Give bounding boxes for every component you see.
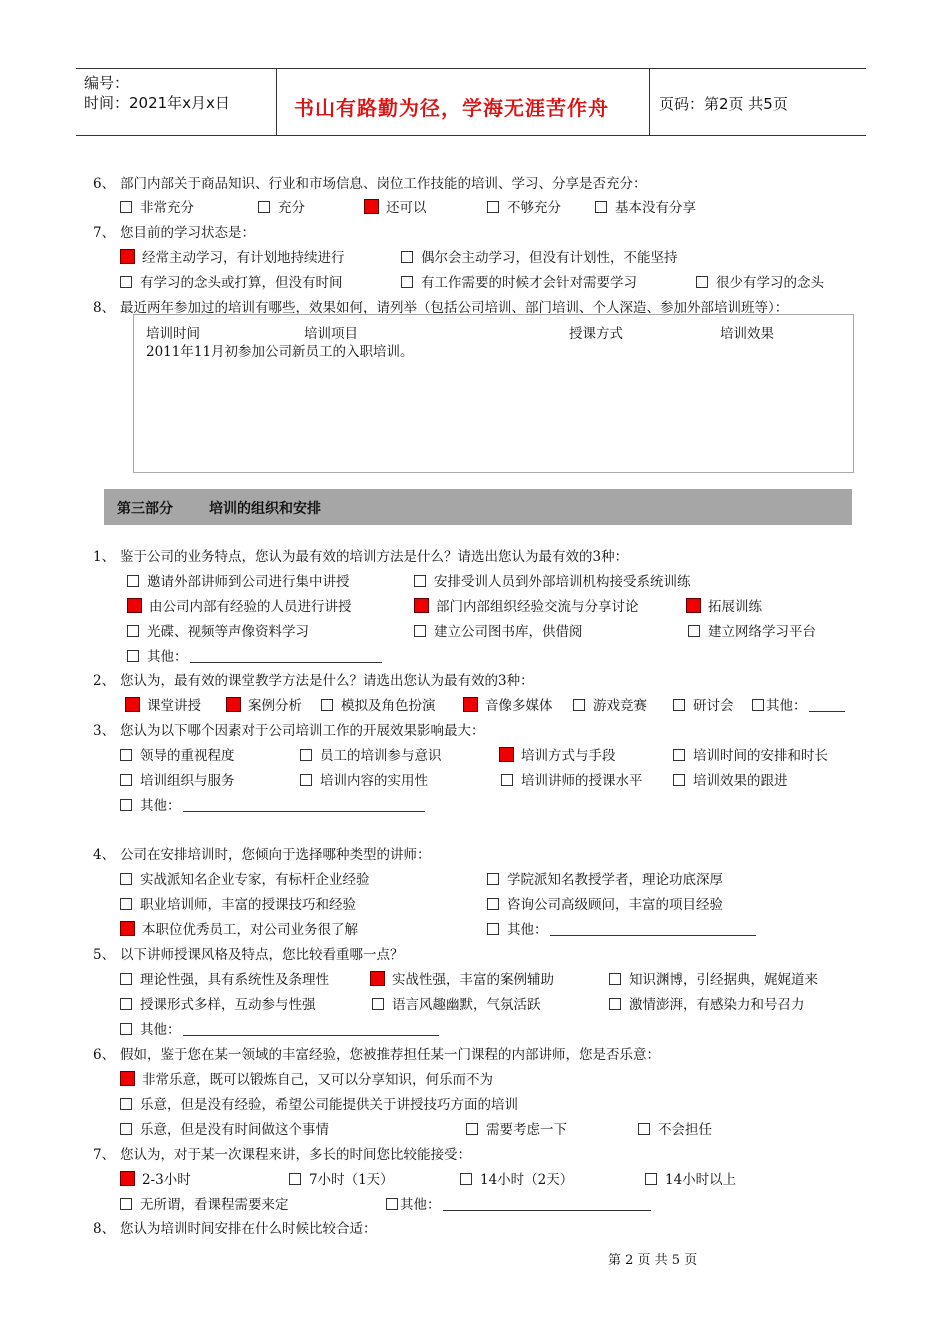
checkbox-icon[interactable] [401,251,413,263]
option[interactable]: 建立网络学习平台 [688,620,816,640]
checkbox-checked-icon[interactable] [499,747,514,762]
option[interactable]: 咨询公司高级顾问，丰富的项目经验 [487,893,723,913]
checkbox-checked-icon[interactable] [414,598,429,613]
option[interactable]: 培训内容的实用性 [300,769,428,789]
question-text: 假如，鉴于您在某一领域的丰富经验，您被推荐担任某一门课程的内部讲师，您是否乐意： [120,1047,660,1063]
option[interactable]: 7小时（1天） [289,1168,394,1188]
checkbox-icon[interactable] [414,575,426,587]
checkbox-icon[interactable] [300,774,312,786]
checkbox-checked-icon[interactable] [364,199,379,214]
option[interactable]: 激情澎湃，有感染力和号召力 [609,993,805,1013]
option-other[interactable]: 其他： [487,918,756,938]
other-input-line[interactable] [809,699,845,712]
option[interactable]: 游戏竞赛 [573,694,647,714]
option[interactable]: 语言风趣幽默，气氛活跃 [372,993,541,1013]
checkbox-checked-icon[interactable] [127,598,142,613]
checkbox-icon[interactable] [127,575,139,587]
other-input-line[interactable] [183,1023,439,1036]
checkbox-icon[interactable] [120,873,132,885]
checkbox-icon[interactable] [501,774,513,786]
question-text: 鉴于公司的业务特点，您认为最有效的培训方法是什么？请选出您认为最有效的3种： [120,549,629,565]
option[interactable]: 实战性强，丰富的案例辅助 [370,968,554,988]
checkbox-icon[interactable] [673,699,685,711]
checkbox-icon[interactable] [752,699,764,711]
checkbox-icon[interactable] [120,1098,132,1110]
question-number: 7、 [93,1147,116,1163]
header-bottom-rule [76,135,866,136]
checkbox-icon[interactable] [595,201,607,213]
option[interactable]: 14小时以上 [645,1168,736,1188]
header-divider-2 [649,68,650,136]
checkbox-checked-icon[interactable] [370,971,385,986]
option[interactable]: 模拟及角色扮演 [321,694,436,714]
option[interactable]: 有学习的念头或打算，但没有时间 [120,271,343,291]
option[interactable]: 2-3小时 [120,1168,191,1188]
checkbox-icon[interactable] [120,898,132,910]
section-title: 培训的组织和安排 [209,501,321,517]
option[interactable]: 还可以 [364,196,427,216]
option[interactable]: 拓展训练 [686,595,762,615]
checkbox-checked-icon[interactable] [125,697,140,712]
checkbox-icon[interactable] [466,1123,478,1135]
option-other[interactable]: 其他： [120,794,425,814]
option[interactable]: 14小时（2天） [460,1168,573,1188]
checkbox-checked-icon[interactable] [686,598,701,613]
question-number: 8、 [93,300,116,316]
option[interactable]: 职业培训师，丰富的授课技巧和经验 [120,893,356,913]
checkbox-icon[interactable] [127,650,139,662]
option[interactable]: 很少有学习的念头 [696,271,824,291]
question-number: 6、 [93,176,116,192]
question-text: 您认为，最有效的课堂教学方法是什么？请选出您认为最有效的3种： [120,673,534,689]
checkbox-icon[interactable] [609,973,621,985]
header-number: 编号： [84,74,130,92]
checkbox-checked-icon[interactable] [463,697,478,712]
option[interactable]: 实战派知名企业专家，有标杆企业经验 [120,868,370,888]
option[interactable]: 经常主动学习，有计划地持续进行 [120,246,345,266]
option[interactable]: 需要考虑一下 [466,1118,567,1138]
checkbox-icon[interactable] [487,201,499,213]
checkbox-icon[interactable] [673,774,685,786]
checkbox-icon[interactable] [120,799,132,811]
header-divider-1 [276,68,277,136]
checkbox-checked-icon[interactable] [120,921,135,936]
option[interactable]: 由公司内部有经验的人员进行讲授 [127,595,352,615]
checkbox-icon[interactable] [673,749,685,761]
option[interactable]: 不够充分 [487,196,561,216]
checkbox-icon[interactable] [487,923,499,935]
checkbox-icon[interactable] [289,1173,301,1185]
checkbox-icon[interactable] [414,625,426,637]
question-text: 最近两年参加过的培训有哪些，效果如何，请列举（包括公司培训、部门培训、个人深造、参加外部培训班等）： [120,300,789,316]
checkbox-icon[interactable] [300,749,312,761]
checkbox-icon[interactable] [258,201,270,213]
option[interactable]: 有工作需要的时候才会针对需要学习 [401,271,637,291]
option[interactable]: 培训效果的跟进 [673,769,788,789]
checkbox-icon[interactable] [460,1173,472,1185]
option[interactable]: 学院派知名教授学者，理论功底深厚 [487,868,723,888]
option[interactable]: 充分 [258,196,305,216]
question-number: 7、 [93,225,116,241]
checkbox-icon[interactable] [645,1173,657,1185]
checkbox-icon[interactable] [696,276,708,288]
checkbox-icon[interactable] [487,898,499,910]
question-number: 4、 [93,847,116,863]
option[interactable]: 邀请外部讲师到公司进行集中讲授 [127,570,350,590]
question-text: 部门内部关于商品知识、行业和市场信息、岗位工作技能的培训、学习、分享是否充分： [120,176,647,192]
question-number: 2、 [93,673,116,689]
checkbox-icon[interactable] [120,749,132,761]
question-number: 8、 [93,1221,116,1237]
option[interactable]: 乐意，但是没有经验，希望公司能提供关于讲授技巧方面的培训 [120,1093,518,1113]
question-text: 公司在安排培训时，您倾向于选择哪种类型的讲师： [120,847,431,863]
question-number: 5、 [93,947,116,963]
header-time: 时间：2021年x月x日 [84,94,230,112]
question-text: 您认为以下哪个因素对于公司培训工作的开展效果影响最大： [120,723,485,739]
option[interactable]: 培训组织与服务 [120,769,235,789]
option[interactable]: 不会担任 [638,1118,712,1138]
option[interactable]: 理论性强，具有系统性及条理性 [120,968,329,988]
header-motto: 书山有路勤为径，学海无涯苦作舟 [294,96,609,120]
option[interactable]: 音像多媒体 [463,694,553,714]
option-other[interactable]: 其他： [752,694,845,714]
checkbox-checked-icon[interactable] [120,1071,135,1086]
question-text: 您认为培训时间安排在什么时候比较合适： [120,1221,377,1237]
option[interactable]: 光碟、视频等声像资料学习 [127,620,309,640]
option[interactable]: 案例分析 [226,694,302,714]
checkbox-icon[interactable] [638,1123,650,1135]
question-text: 您认为，对于某一次课程来讲，多长的时间您比较能接受： [120,1147,471,1163]
checkbox-checked-icon[interactable] [120,249,135,264]
option-other[interactable]: 其他： [127,645,382,665]
option[interactable]: 无所谓，看课程需要来定 [120,1193,289,1213]
option[interactable]: 知识渊博，引经据典，娓娓道来 [609,968,818,988]
checkbox-icon[interactable] [688,625,700,637]
footer-page-number: 第 2 页 共 5 页 [608,1253,698,1268]
option[interactable]: 基本没有分享 [595,196,696,216]
question-text: 以下讲师授课风格及特点，您比较看重哪一点？ [120,947,404,963]
option[interactable]: 偶尔会主动学习，但没有计划性，不能坚持 [401,246,678,266]
checkbox-icon[interactable] [120,276,132,288]
header-page-number: 页码：第2页 共5页 [659,95,788,113]
checkbox-icon[interactable] [386,1198,398,1210]
question-text: 您目前的学习状态是： [120,225,255,241]
column-header-project: 培训项目 [304,326,358,342]
header-top-rule [76,68,866,69]
option[interactable]: 乐意，但是没有时间做这个事情 [120,1118,329,1138]
checkbox-icon[interactable] [321,699,333,711]
column-header-time: 培训时间 [146,326,200,342]
checkbox-icon[interactable] [120,998,132,1010]
option[interactable]: 建立公司图书库，供借阅 [414,620,583,640]
option[interactable]: 课堂讲授 [125,694,201,714]
checkbox-checked-icon[interactable] [120,1171,135,1186]
checkbox-icon[interactable] [487,873,499,885]
checkbox-checked-icon[interactable] [226,697,241,712]
other-input-line[interactable] [550,923,756,936]
checkbox-icon[interactable] [127,625,139,637]
question-number: 1、 [93,549,116,565]
option[interactable]: 员工的培训参与意识 [300,744,442,764]
checkbox-icon[interactable] [120,973,132,985]
question-number: 3、 [93,723,116,739]
checkbox-icon[interactable] [372,998,384,1010]
column-header-effect: 培训效果 [720,326,774,342]
option[interactable]: 部门内部组织经验交流与分享讨论 [414,595,639,615]
checkbox-icon[interactable] [609,998,621,1010]
option[interactable]: 领导的重视程度 [120,744,235,764]
option-other[interactable]: 其他： [120,1018,439,1038]
checkbox-icon[interactable] [573,699,585,711]
option[interactable]: 本职位优秀员工，对公司业务很了解 [120,918,358,938]
option[interactable]: 研讨会 [673,694,734,714]
checkbox-icon[interactable] [120,774,132,786]
other-input-line[interactable] [190,650,382,663]
option[interactable]: 培训讲师的授课水平 [501,769,643,789]
option[interactable]: 安排受训人员到外部培训机构接受系统训练 [414,570,691,590]
option[interactable]: 授课形式多样，互动参与性强 [120,993,316,1013]
training-entry: 2011年11月初参加公司新员工的入职培训。 [146,344,414,360]
option-other[interactable]: 其他： [386,1193,651,1213]
checkbox-icon[interactable] [120,201,132,213]
option[interactable]: 非常充分 [120,196,194,216]
option[interactable]: 培训时间的安排和时长 [673,744,828,764]
other-input-line[interactable] [443,1198,651,1211]
option[interactable]: 非常乐意，既可以锻炼自己，又可以分享知识，何乐而不为 [120,1068,493,1088]
question-number: 6、 [93,1047,116,1063]
checkbox-icon[interactable] [401,276,413,288]
checkbox-icon[interactable] [120,1123,132,1135]
column-header-method: 授课方式 [569,326,623,342]
other-input-line[interactable] [183,799,425,812]
option[interactable]: 培训方式与手段 [499,744,616,764]
checkbox-icon[interactable] [120,1023,132,1035]
checkbox-icon[interactable] [120,1198,132,1210]
section-number: 第三部分 [117,501,173,517]
